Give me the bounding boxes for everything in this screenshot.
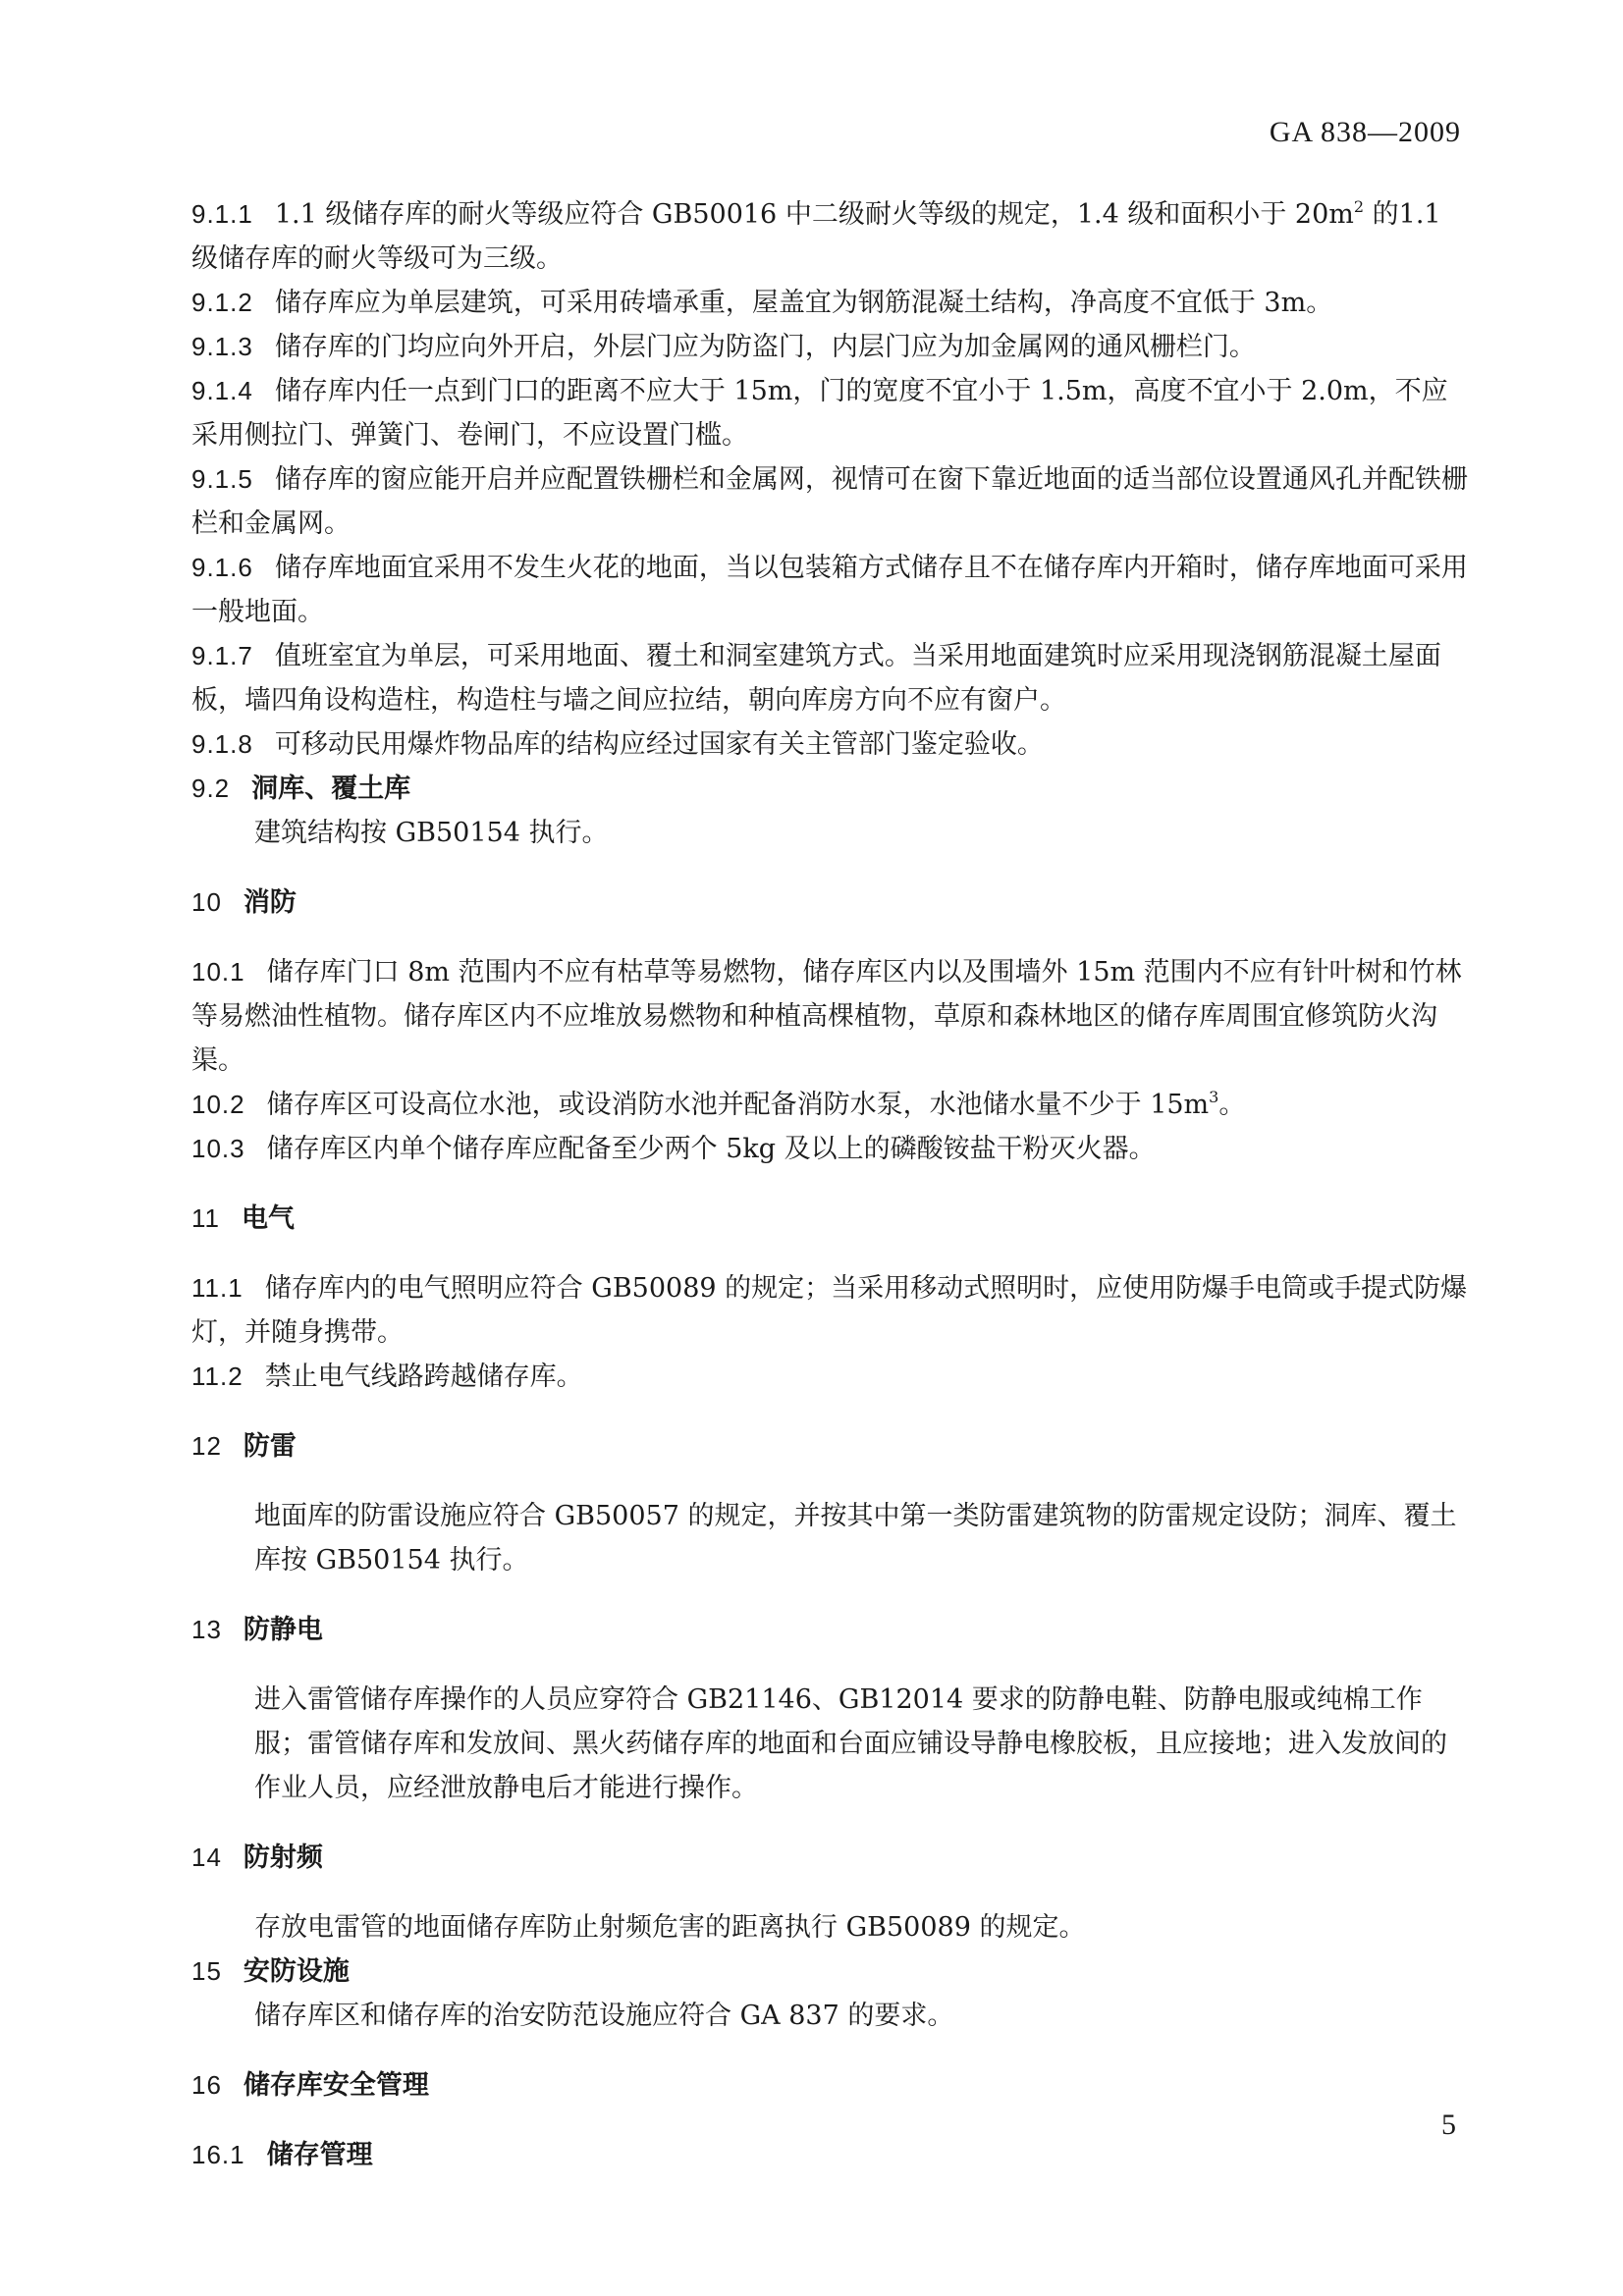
- section-title: 储存管理: [266, 2140, 373, 2170]
- clause-11-2: [191, 1355, 1468, 1399]
- section-title: 电气: [242, 1203, 295, 1234]
- clause-text: 1.1 级储存库的耐火等级应符合 GB50016 中二级耐火等级的规定，1.4 级和面积小于 20m: [274, 199, 1354, 230]
- paragraph-9-2: 建筑结构按 GB50154 执行。: [254, 818, 609, 848]
- heading-16: [191, 2063, 1468, 2108]
- document-code: GA 838—2009: [1269, 116, 1461, 148]
- clause-number: 9.1.2: [191, 288, 253, 317]
- clause-9-1-7: [191, 634, 1468, 722]
- section-title: 防静电: [243, 1615, 323, 1645]
- document-body: [191, 192, 1468, 2177]
- section-title: 消防: [243, 887, 297, 918]
- section-title: 洞库、覆土库: [251, 774, 411, 804]
- clause-text: 储存库的门均应向外开启，外层门应为防盗门，内层门应为加金属网的通风栅栏门。: [274, 332, 1256, 362]
- clause-text: 可移动民用爆炸物品库的结构应经过国家有关主管部门鉴定验收。: [274, 729, 1044, 760]
- clause-9-1-2: [191, 281, 1468, 325]
- paragraph-14: 存放电雷管的地面储存库防止射频危害的距离执行 GB50089 的规定。: [254, 1912, 1086, 1943]
- section-number: 14: [191, 1842, 222, 1872]
- clause-text: 储存库区内单个储存库应配备至少两个 5kg 及以上的磷酸铵盐干粉灭火器。: [266, 1134, 1156, 1164]
- superscript: 2: [1353, 197, 1365, 216]
- clause-text: 储存库的窗应能开启并应配置铁栅栏和金属网，视情可在窗下靠近地面的适当部位设置通风孔并配铁栅栏和金属网。: [191, 464, 1468, 539]
- paragraph-13: 进入雷管储存库操作的人员应穿符合 GB21146、GB12014 要求的防静电鞋、防静电服或纯棉工作服；雷管储存库和发放间、黑火药储存库的地面和台面应铺设导静电橡胶板，且应接地；进入发放间的作业人员，应经泄放静电后才能进行操作。: [254, 1684, 1447, 1803]
- clause-10-3: [191, 1127, 1468, 1171]
- clause-9-1-6: [191, 546, 1468, 634]
- paragraph-15: 储存库区和储存库的治安防范设施应符合 GA 837 的要求。: [254, 2001, 954, 2031]
- section-number: 16: [191, 2070, 222, 2100]
- heading-9-2: [191, 767, 1468, 811]
- section-title: 防射频: [243, 1842, 323, 1873]
- clause-9-1-5: [191, 457, 1468, 546]
- heading-12: [191, 1424, 1468, 1468]
- heading-11: [191, 1197, 1468, 1241]
- clause-number: 9.1.4: [191, 376, 253, 405]
- clause-number: 9.1.5: [191, 464, 253, 494]
- clause-number: 9.1.6: [191, 553, 253, 582]
- clause-text-cont: 。: [1218, 1090, 1246, 1120]
- section-number: 15: [191, 1956, 222, 1986]
- section-title: 储存库安全管理: [243, 2070, 429, 2101]
- clause-10-2: [191, 1083, 1468, 1127]
- clause-number: 9.1.3: [191, 332, 253, 361]
- clause-text: 储存库应为单层建筑，可采用砖墙承重，屋盖宜为钢筋混凝土结构，净高度不宜低于 3m。: [274, 288, 1333, 318]
- clause-10-1: [191, 950, 1468, 1083]
- clause-9-1-4: [191, 369, 1468, 457]
- section-number: 12: [191, 1431, 222, 1461]
- clause-number: 9.1.7: [191, 641, 253, 670]
- clause-text: 储存库地面宜采用不发生火花的地面，当以包装箱方式储存且不在储存库内开箱时，储存库地面可采用一般地面。: [191, 553, 1468, 627]
- clause-number: 10.1: [191, 957, 245, 987]
- clause-9-1-3: [191, 325, 1468, 369]
- clause-number: 9.1.1: [191, 199, 253, 229]
- clause-11-1: [191, 1266, 1468, 1355]
- heading-10: [191, 881, 1468, 925]
- clause-text: 储存库区可设高位水池，或设消防水池并配备消防水泵，水池储水量不少于 15m: [266, 1090, 1210, 1120]
- heading-15: [191, 1949, 1468, 1994]
- clause-number: 9.1.8: [191, 729, 253, 759]
- heading-16-1: [191, 2133, 1468, 2177]
- clause-number: 10.2: [191, 1090, 245, 1119]
- clause-number: 10.3: [191, 1134, 245, 1163]
- clause-text: 储存库门口 8m 范围内不应有枯草等易燃物，储存库区内以及围墙外 15m 范围内不应有针叶树和竹林等易燃油性植物。储存库区内不应堆放易燃物和种植高棵植物，草原和森林地区的储存库周围宜修筑防火沟渠。: [191, 957, 1462, 1076]
- heading-14: [191, 1836, 1468, 1880]
- clause-9-1-8: [191, 722, 1468, 767]
- clause-text: 储存库内的电气照明应符合 GB50089 的规定；当采用移动式照明时，应使用防爆手电筒或手提式防爆灯，并随身携带。: [191, 1273, 1468, 1348]
- section-number: 9.2: [191, 774, 231, 803]
- section-title: 防雷: [243, 1431, 297, 1462]
- paragraph-12: 地面库的防雷设施应符合 GB50057 的规定，并按其中第一类防雷建筑物的防雷规定设防；洞库、覆土库按 GB50154 执行。: [254, 1501, 1457, 1575]
- clause-text: 禁止电气线路跨越储存库。: [264, 1362, 583, 1392]
- superscript: 3: [1209, 1088, 1219, 1106]
- section-number: 13: [191, 1615, 222, 1644]
- heading-13: [191, 1608, 1468, 1652]
- clause-9-1-1: [191, 192, 1468, 281]
- clause-text-cont: 的1.1 级储存库的耐火等级可为三级。: [191, 199, 1441, 274]
- clause-text: 储存库内任一点到门口的距离不应大于 15m，门的宽度不宜小于 1.5m，高度不宜小于 2.0m，不应采用侧拉门、弹簧门、卷闸门，不应设置门槛。: [191, 376, 1448, 451]
- section-number: 16.1: [191, 2140, 245, 2169]
- clause-number: 11.1: [191, 1273, 243, 1303]
- section-number: 10: [191, 887, 222, 917]
- page-number: 5: [1441, 2109, 1456, 2141]
- section-title: 安防设施: [243, 1956, 350, 1987]
- section-number: 11: [191, 1203, 220, 1233]
- clause-text: 值班室宜为单层，可采用地面、覆土和洞室建筑方式。当采用地面建筑时应采用现浇钢筋混凝土屋面板，墙四角设构造柱，构造柱与墙之间应拉结，朝向库房方向不应有窗户。: [191, 641, 1441, 716]
- clause-number: 11.2: [191, 1362, 243, 1391]
